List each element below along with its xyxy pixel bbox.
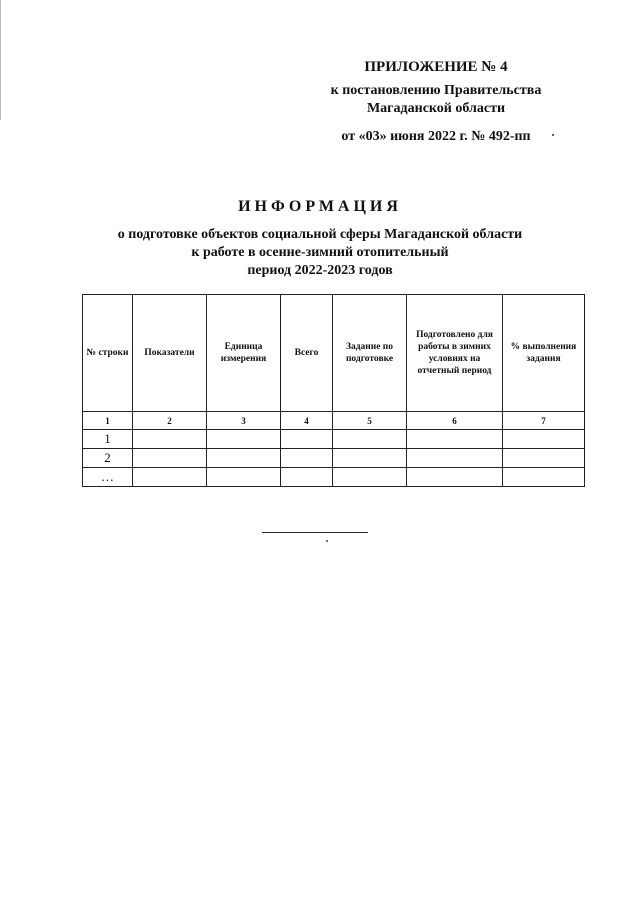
table-header-row xyxy=(83,295,585,412)
appendix-date: от «03» июня 2022 г. № 492-пп xyxy=(341,129,531,144)
column-number: 6 xyxy=(407,412,503,430)
table-cell xyxy=(503,449,585,468)
row-index: … xyxy=(83,468,133,487)
heading-line-1: о подготовке объектов социальной сферы Магаданской области xyxy=(117,227,523,242)
heading-line-3: период 2022-2023 годов xyxy=(247,263,393,278)
header-cell-prepared: Подготовлено для работы в зимних условиях на отчетный период xyxy=(407,295,503,412)
table-row xyxy=(83,468,585,487)
header-cell-total: Всего xyxy=(281,295,333,412)
row-index: 1 xyxy=(83,430,133,449)
scan-speck xyxy=(326,540,328,542)
info-table xyxy=(82,294,585,487)
table-cell xyxy=(333,430,407,449)
table-cell xyxy=(407,449,503,468)
header-cell-indicators: Показатели xyxy=(133,295,207,412)
table-cell xyxy=(133,468,207,487)
table-cell xyxy=(407,430,503,449)
table-cell xyxy=(503,430,585,449)
table-cell xyxy=(333,449,407,468)
document-heading xyxy=(60,198,580,280)
column-number: 2 xyxy=(133,412,207,430)
table-row xyxy=(83,449,585,468)
row-index: 2 xyxy=(83,449,133,468)
column-number: 7 xyxy=(503,412,585,430)
table-cell xyxy=(281,430,333,449)
table-cell xyxy=(503,468,585,487)
table-cell xyxy=(133,430,207,449)
table-row xyxy=(83,430,585,449)
header-cell-row-number: № строки xyxy=(83,295,133,412)
appendix-line-2: Магаданской области xyxy=(366,101,506,116)
column-number: 5 xyxy=(333,412,407,430)
header-cell-percent: % выполнения задания xyxy=(503,295,585,412)
table-cell xyxy=(407,468,503,487)
table-cell xyxy=(133,449,207,468)
table-cell xyxy=(207,449,281,468)
heading-line-2: к работе в осенне-зимний отопительный xyxy=(191,245,449,260)
appendix-block xyxy=(300,58,572,146)
table-cell xyxy=(207,468,281,487)
scan-edge xyxy=(0,0,5,120)
column-number: 1 xyxy=(83,412,133,430)
appendix-line-1: к постановлению Правительства xyxy=(330,83,542,98)
table-cell xyxy=(281,449,333,468)
table-cell xyxy=(333,468,407,487)
table-column-numbers-row xyxy=(83,412,585,430)
header-cell-task: Задание по подготовке xyxy=(333,295,407,412)
closing-rule xyxy=(262,532,368,533)
appendix-title: ПРИЛОЖЕНИЕ № 4 xyxy=(364,59,508,75)
header-cell-unit: Единица измерения xyxy=(207,295,281,412)
heading-main: ИНФОРМАЦИЯ xyxy=(238,198,402,215)
column-number: 3 xyxy=(207,412,281,430)
scan-speck xyxy=(552,134,554,136)
table-cell xyxy=(281,468,333,487)
table-cell xyxy=(207,430,281,449)
column-number: 4 xyxy=(281,412,333,430)
